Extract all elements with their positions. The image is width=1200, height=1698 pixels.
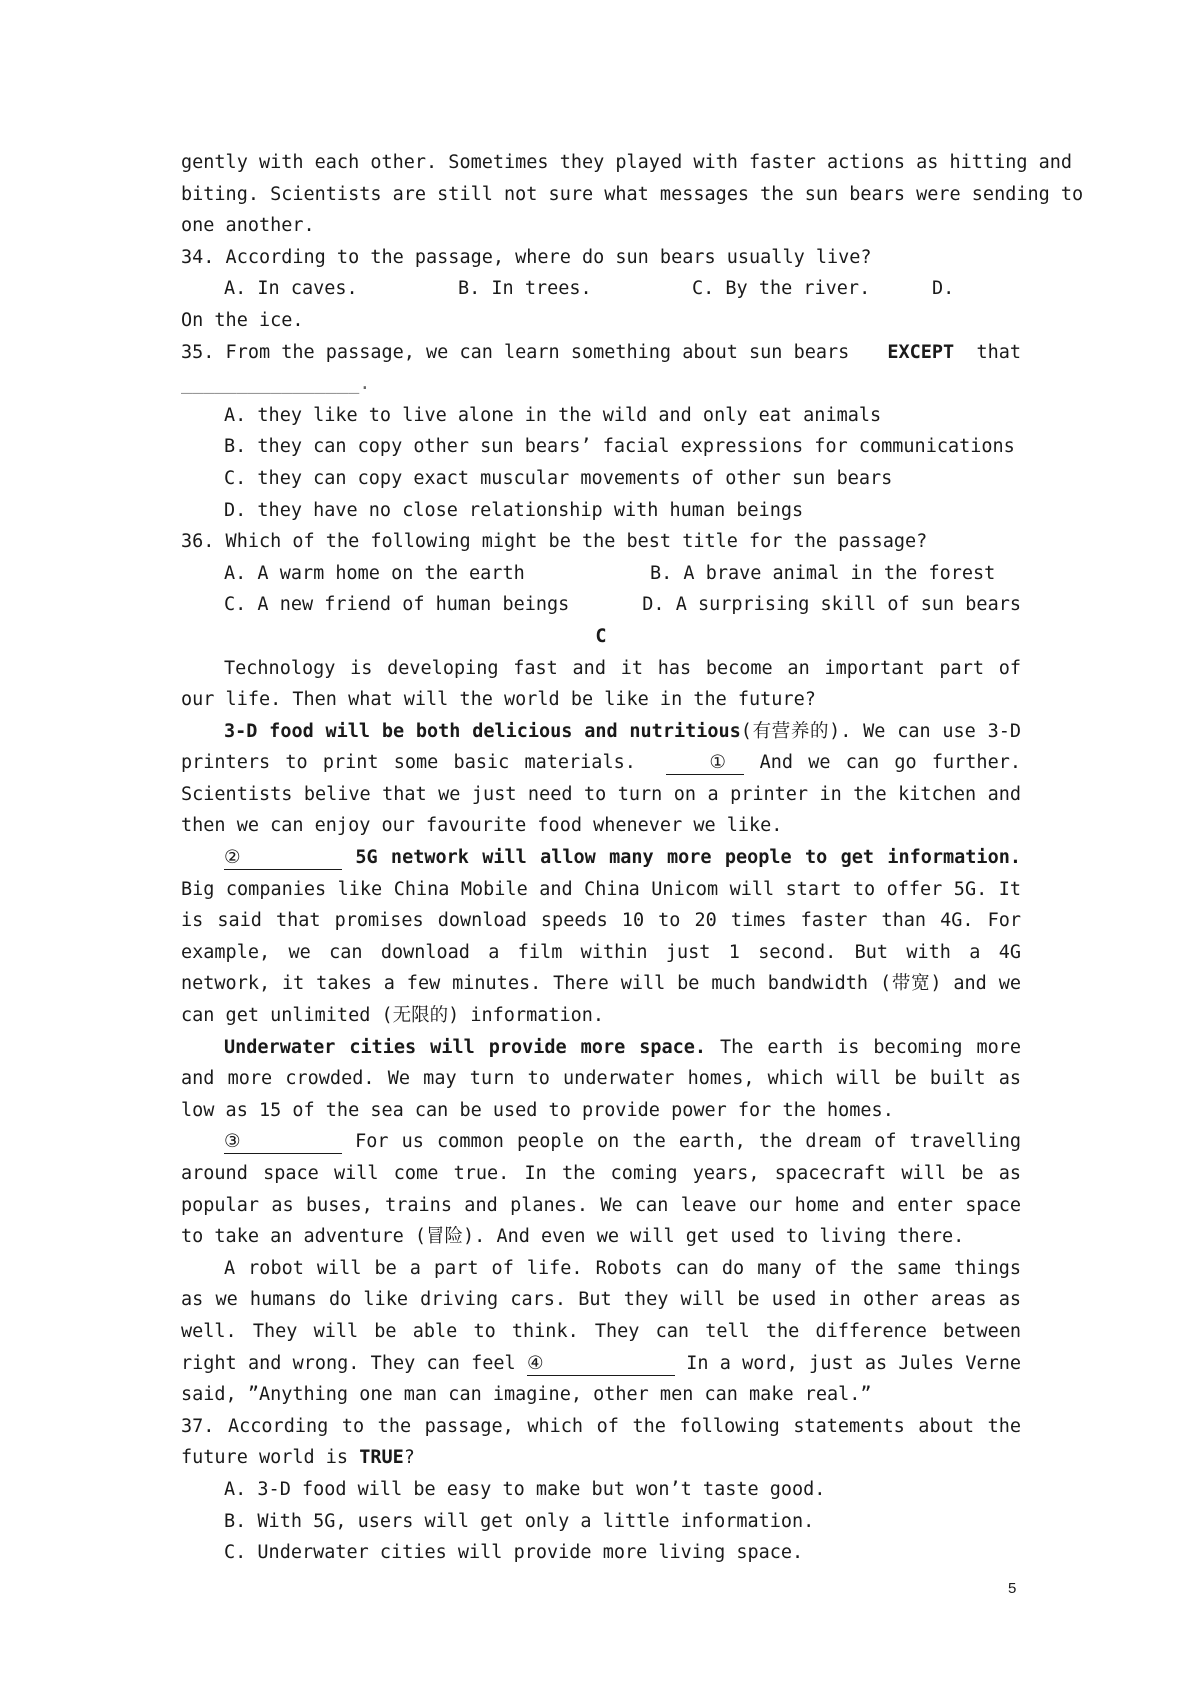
topic-sentence: Underwater cities will provide more space.	[224, 1036, 707, 1058]
stem-text: 37. According to the passage, which of the following statements about the future world is	[181, 1415, 1021, 1469]
paragraph-text: (有营养的). We can use 3-D printers to print some basic materials.	[181, 720, 1021, 774]
option-b: B. With 5G, users will get only a little information.	[224, 1510, 815, 1532]
question-34-stem: 34. According to the passage, where do sun bears usually live?	[181, 246, 872, 268]
paragraph-text: In a word, just as Jules Verne said, ”Anything one man can imagine, other men can make real.”	[181, 1352, 1022, 1406]
topic-sentence: 3-D food will be both delicious and nutritious	[224, 720, 741, 742]
option-a: A. 3-D food will be easy to make but won’t taste good.	[224, 1478, 826, 1500]
option-a: A. A warm home on the earth	[224, 562, 525, 584]
blank-4: ④	[527, 1353, 675, 1376]
option-b: B. In trees.	[458, 278, 592, 300]
emphasis-true: TRUE	[359, 1447, 404, 1469]
passage-paragraph-underwater	[181, 1032, 1021, 1127]
topic-sentence: 5G network will allow many more people to get information.	[355, 847, 1021, 869]
page-number: 5	[1008, 1580, 1017, 1597]
option-c: C. Underwater cities will provide more living space.	[224, 1542, 804, 1564]
emphasis-except: EXCEPT	[887, 341, 955, 363]
passage-paragraph-5g	[181, 842, 1021, 1032]
paragraph-text: A robot will be a part of life. Robots can do many of the same things as we humans do like driving cars. But they will be used in other areas as well. They will be able to think. They can tell the difference between right and wrong. They can feel	[181, 1257, 1021, 1374]
option-d-wrap: On the ice.	[181, 309, 304, 331]
blank-2: ②	[224, 847, 342, 870]
document-page	[181, 147, 1084, 1569]
passage-intro: Technology is developing fast and it has become an important part of our life. Then what will the world be like in the future?	[181, 657, 1021, 711]
option-c: C. A new friend of human beings	[224, 594, 570, 616]
paragraph-text: For us common people on the earth, the dream of travelling around space will come true. In the coming years, spacecraft will be as popular as buses, trains and planes. We can leave our home and enter space to take an adventure (冒险). And even we will get used to living there.	[181, 1131, 1021, 1248]
blank-1: ①	[666, 752, 744, 775]
option-a: A. they like to live alone in the wild and only eat animals	[224, 404, 882, 426]
paragraph-text: Big companies like China Mobile and China Unicom will start to offer 5G. It is said that promises download speeds 10 to 20 times faster than 4G. For example, we can download a film within just 1 second. But with a 4G network, it takes a few minutes. There will be much bandwidth (带宽) and we can get unlimited (无限的) information.	[181, 878, 1021, 1027]
option-b: B. A brave animal in the forest	[650, 562, 996, 584]
passage-b-line: biting. Scientists are still not sure what messages the sun bears were sending to	[181, 183, 1084, 205]
blank-3: ③	[224, 1131, 342, 1154]
stem-tail: ?	[403, 1447, 415, 1469]
passage-paragraph-3d-food	[181, 716, 1021, 842]
option-d: D.	[932, 278, 955, 300]
question-36-options-row1	[181, 558, 1021, 590]
passage-paragraph-robot	[181, 1253, 1021, 1411]
paragraph-text: And we can go further. Scientists belive that we just need to turn on a printer in the kitchen and then we can enjoy our favourite food whenever we like.	[181, 752, 1021, 837]
question-35-blank: ________________.	[181, 373, 371, 395]
option-d: D. A surprising skill of sun bears	[642, 594, 1021, 616]
stem-text: 35. From the passage, we can learn something about sun bears	[181, 341, 850, 363]
question-34-options	[181, 273, 1021, 305]
option-d: D. they have no close relationship with human beings	[224, 499, 804, 521]
option-a: A. In caves.	[224, 278, 358, 300]
question-35-stem	[181, 337, 1021, 369]
passage-paragraph-space	[181, 1126, 1021, 1252]
option-c: C. they can copy exact muscular movements of other sun bears	[224, 467, 893, 489]
option-b: B. they can copy other sun bears’ facial expressions for communications	[224, 436, 1015, 458]
question-36-options-row2	[181, 589, 1021, 621]
passage-b-line: one another.	[181, 215, 315, 237]
paragraph-text: The earth is becoming more and more crowded. We may turn to underwater homes, which will be built as low as 15 of the sea can be used to provide power for the homes.	[181, 1036, 1022, 1121]
section-heading: C	[595, 625, 607, 647]
passage-b-line: gently with each other. Sometimes they played with faster actions as hitting and	[181, 152, 1073, 173]
stem-tail: that	[976, 341, 1021, 363]
option-c: C. By the river.	[692, 278, 871, 300]
question-37-stem	[181, 1411, 1021, 1474]
question-36-stem: 36. Which of the following might be the best title for the passage?	[181, 531, 928, 553]
